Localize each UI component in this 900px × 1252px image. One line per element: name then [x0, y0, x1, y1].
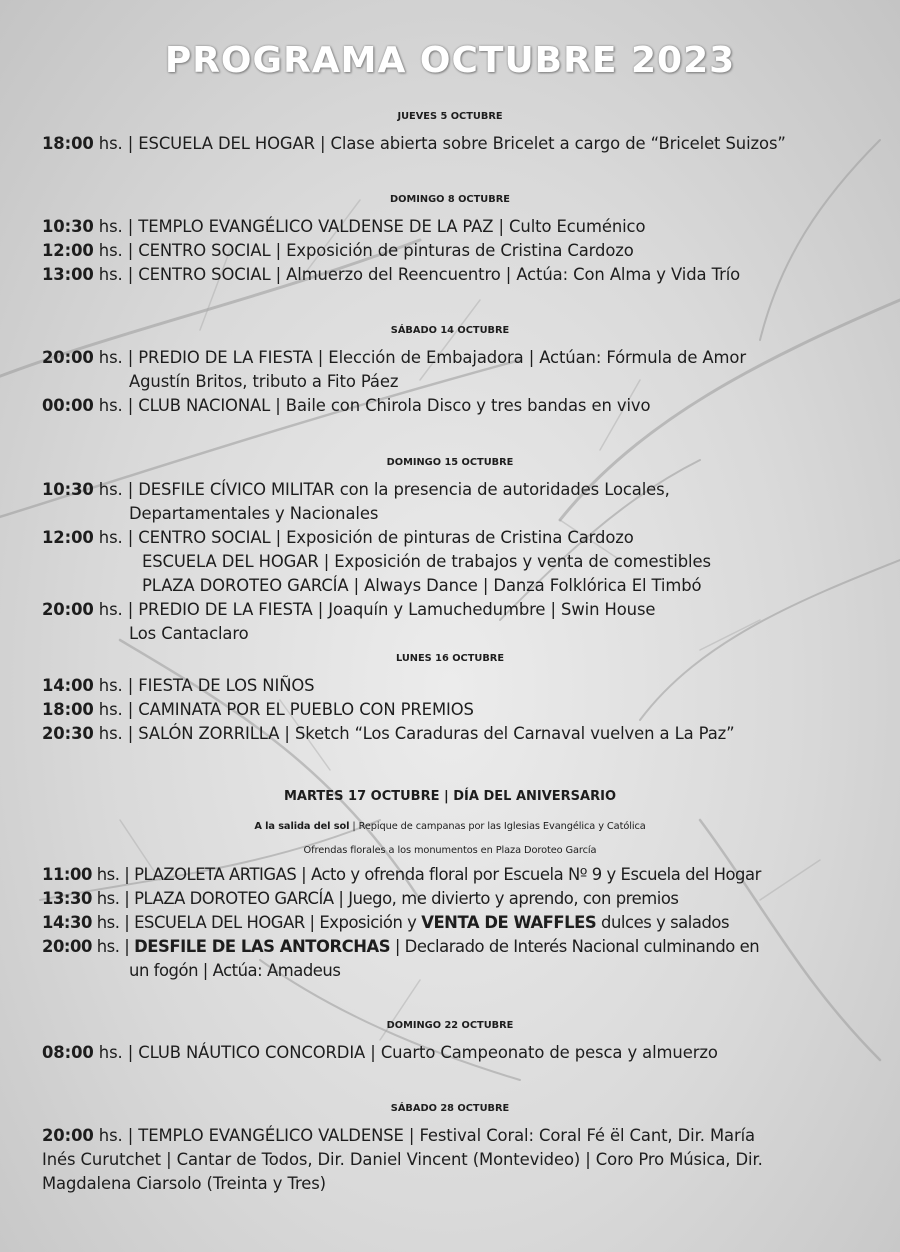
day-heading-domingo-8: DOMINGO 8 OCTUBRE [390, 194, 510, 205]
event-line [42, 394, 650, 418]
event-text: dulces y salados [596, 913, 730, 932]
event-continuation: PLAZA DOROTEO GARCÍA | Always Dance | Danza Folklórica El Timbó [142, 576, 702, 595]
event-line [42, 478, 670, 502]
event-time: 12:00 [42, 241, 94, 260]
day-heading-sabado-14: SÁBADO 14 OCTUBRE [390, 325, 510, 336]
event-continuation: Inés Curutchet | Cantar de Todos, Dir. Daniel Vincent (Montevideo) | Coro Pro Música, Dir. [42, 1150, 763, 1169]
event-continuation: Los Cantaclaro [129, 624, 249, 643]
event-line [42, 215, 645, 239]
day-heading-domingo-15: DOMINGO 15 OCTUBRE [386, 457, 514, 468]
event-text: hs. | PLAZOLETA ARTIGAS | Acto y ofrenda floral por Escuela Nº 9 y Escuela del Hogar [91, 865, 761, 884]
event-line [42, 698, 474, 722]
event-line [42, 674, 314, 698]
event-line [42, 1041, 718, 1065]
event-time: 00:00 [42, 396, 94, 415]
event-text: hs. | TEMPLO EVANGÉLICO VALDENSE DE LA PAZ | Culto Ecuménico [93, 217, 646, 236]
event-line [42, 239, 634, 263]
event-time: 20:30 [42, 724, 94, 743]
event-continuation: un fogón | Actúa: Amadeus [129, 961, 341, 980]
event-text: hs. | ESCUELA DEL HOGAR | Exposición y [91, 913, 422, 932]
event-lead: A la salida del sol [254, 821, 350, 832]
event-time: 20:00 [42, 1126, 94, 1145]
event-text: hs. | CENTRO SOCIAL | Almuerzo del Reencuentro | Actúa: Con Alma y Vida Trío [93, 265, 741, 284]
event-highlight: DESFILE DE LAS ANTORCHAS [134, 937, 391, 956]
event-continuation: Agustín Britos, tributo a Fito Páez [129, 372, 399, 391]
day-heading-jueves-5: JUEVES 5 OCTUBRE [397, 111, 503, 122]
event-text: hs. | CLUB NÁUTICO CONCORDIA | Cuarto Campeonato de pesca y almuerzo [93, 1043, 718, 1062]
event-continuation: Departamentales y Nacionales [129, 504, 379, 523]
event-line [42, 887, 679, 911]
event-text: hs. | PREDIO DE LA FIESTA | Elección de Embajadora | Actúan: Fórmula de Amor [93, 348, 746, 367]
event-time: 20:00 [42, 348, 94, 367]
event-line [42, 935, 759, 959]
day-heading-martes-17: MARTES 17 OCTUBRE | DÍA DEL ANIVERSARIO [283, 789, 617, 804]
event-text: hs. | [91, 937, 135, 956]
page-title: PROGRAMA OCTUBRE 2023 [164, 40, 736, 81]
event-line [42, 1124, 755, 1148]
event-time: 14:00 [42, 676, 94, 695]
event-time: 14:30 [42, 913, 92, 932]
event-line [42, 722, 735, 746]
event-line [42, 346, 746, 370]
event-time: 13:30 [42, 889, 92, 908]
event-line [42, 526, 634, 550]
event-time: 13:00 [42, 265, 94, 284]
event-time: 18:00 [42, 700, 94, 719]
day-heading-lunes-16: LUNES 16 OCTUBRE [395, 653, 505, 664]
event-text: hs. | PREDIO DE LA FIESTA | Joaquín y Lamuchedumbre | Swin House [93, 600, 656, 619]
event-line [0, 815, 900, 839]
event-text: hs. | PLAZA DOROTEO GARCÍA | Juego, me divierto y aprendo, con premios [91, 889, 679, 908]
event-time: 20:00 [42, 937, 92, 956]
day-heading-domingo-22: DOMINGO 22 OCTUBRE [386, 1020, 514, 1031]
event-text: hs. | TEMPLO EVANGÉLICO VALDENSE | Festival Coral: Coral Fé ël Cant, Dir. María [93, 1126, 756, 1145]
event-text: hs. | DESFILE CÍVICO MILITAR con la presencia de autoridades Locales, [93, 480, 670, 499]
event-line [42, 132, 786, 156]
event-time: 11:00 [42, 865, 92, 884]
event-text: hs. | FIESTA DE LOS NIÑOS [93, 676, 315, 695]
day-heading-sabado-28: SÁBADO 28 OCTUBRE [390, 1103, 510, 1114]
event-line [42, 863, 761, 887]
event-line [42, 263, 740, 287]
event-highlight: VENTA DE WAFFLES [421, 913, 597, 932]
event-continuation: Ofrendas florales a los monumentos en Plaza Doroteo García [303, 845, 597, 856]
event-text: hs. | CENTRO SOCIAL | Exposición de pinturas de Cristina Cardozo [93, 241, 634, 260]
event-time: 10:30 [42, 480, 94, 499]
event-time: 12:00 [42, 528, 94, 547]
event-text: hs. | CENTRO SOCIAL | Exposición de pinturas de Cristina Cardozo [93, 528, 634, 547]
event-line [42, 911, 729, 935]
event-continuation: ESCUELA DEL HOGAR | Exposición de trabajos y venta de comestibles [142, 552, 711, 571]
event-time: 20:00 [42, 600, 94, 619]
event-text: | Repique de campanas por las Iglesias Evangélica y Católica [349, 821, 646, 832]
event-time: 08:00 [42, 1043, 94, 1062]
event-text: hs. | CLUB NACIONAL | Baile con Chirola Disco y tres bandas en vivo [93, 396, 651, 415]
event-text: hs. | ESCUELA DEL HOGAR | Clase abierta sobre Bricelet a cargo de “Bricelet Suizos” [93, 134, 786, 153]
event-text: hs. | SALÓN ZORRILLA | Sketch “Los Caraduras del Carnaval vuelven a La Paz” [93, 724, 735, 743]
event-time: 18:00 [42, 134, 94, 153]
event-continuation: Magdalena Ciarsolo (Treinta y Tres) [42, 1174, 326, 1193]
event-text: hs. | CAMINATA POR EL PUEBLO CON PREMIOS [93, 700, 474, 719]
event-line [42, 598, 655, 622]
event-time: 10:30 [42, 217, 94, 236]
event-text: | Declarado de Interés Nacional culminando en [390, 937, 760, 956]
